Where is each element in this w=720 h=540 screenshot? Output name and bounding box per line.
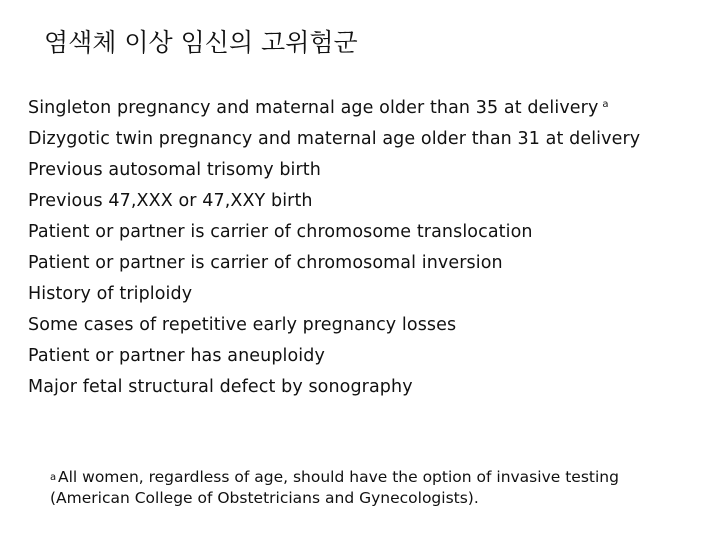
list-item: Patient or partner is carrier of chromosomal inversion [28,253,503,273]
list-item: Previous 47,XXX or 47,XXY birth [28,191,313,211]
list-item: Previous autosomal trisomy birth [28,160,321,180]
footnote-superscript: a [602,99,609,110]
list-item: Dizygotic twin pregnancy and maternal age older than 31 at delivery [28,129,641,149]
risk-factor-list [28,94,688,398]
footnote-text: All women, regardless of age, should have the option of invasive testing (American College of Obstetricians and Gynecologists). [50,468,619,507]
list-item: Patient or partner is carrier of chromosome translocation [28,222,533,242]
list-item: Patient or partner has aneuploidy [28,346,325,366]
list-item: Some cases of repetitive early pregnancy losses [28,315,457,335]
footnote [50,467,670,509]
page-title: 염색체 이상 임신의 고위험군 [44,28,358,57]
list-item: Major fetal structural defect by sonography [28,377,413,397]
list-item: History of triploidy [28,284,193,304]
list-item [28,94,688,119]
list-item-text: Singleton pregnancy and maternal age older than 35 at delivery [28,98,599,118]
footnote-marker: a [50,472,57,483]
